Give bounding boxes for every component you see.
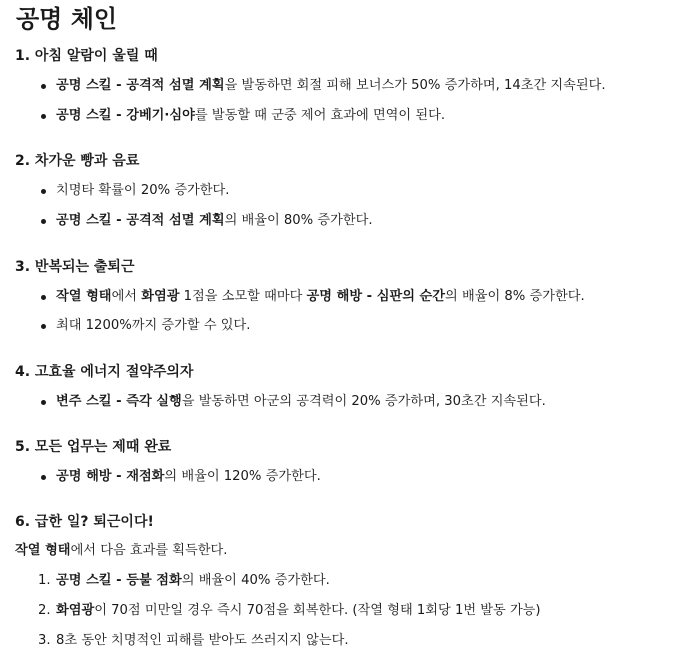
section-heading-4: 4. 고효율 에너지 절약주의자 bbox=[15, 364, 194, 380]
list-item bbox=[56, 288, 585, 306]
bullet-icon bbox=[41, 189, 46, 194]
text-run: 의 배율이 80% 증가한다. bbox=[224, 213, 373, 228]
numbered-item bbox=[38, 572, 330, 590]
list-item bbox=[56, 468, 321, 486]
bold-term: 공명 스킬 - 공격적 섬멸 계획 bbox=[56, 78, 225, 93]
bullet-icon bbox=[41, 475, 46, 480]
bold-term: 공명 스킬 - 등불 점화 bbox=[56, 573, 182, 588]
bold-term: 공명 스킬 - 강베기·심야 bbox=[56, 108, 195, 123]
section-heading-6: 6. 급한 일? 퇴근이다! bbox=[15, 514, 154, 530]
section-heading-5: 5. 모든 업무는 제때 완료 bbox=[15, 439, 172, 455]
list-item bbox=[56, 107, 445, 125]
text-run: 를 발동할 때 군중 제어 효과에 면역이 된다. bbox=[194, 108, 446, 123]
section-heading-2: 2. 차가운 빵과 음료 bbox=[15, 153, 140, 169]
item-number: 3. bbox=[38, 633, 51, 648]
bullet-icon bbox=[41, 324, 46, 329]
section-intro bbox=[15, 542, 227, 560]
bold-term: 화염광 bbox=[141, 289, 180, 304]
item-number: 1. bbox=[38, 573, 51, 588]
numbered-item bbox=[38, 632, 349, 650]
bullet-icon bbox=[41, 219, 46, 224]
text-run: 최대 1200%까지 증가할 수 있다. bbox=[56, 318, 251, 333]
bullet-icon bbox=[41, 114, 46, 119]
bold-term: 화염광 bbox=[56, 603, 95, 618]
text-run: 치명타 확률이 20% 증가한다. bbox=[56, 183, 230, 198]
text-run: 에서 bbox=[111, 289, 142, 304]
bullet-icon bbox=[41, 400, 46, 405]
list-item bbox=[56, 182, 229, 200]
numbered-item bbox=[38, 602, 541, 620]
text-run: 의 배율이 40% 증가한다. bbox=[181, 573, 330, 588]
bold-term: 변주 스킬 - 즉각 실행 bbox=[56, 394, 182, 409]
text-run: 의 배율이 8% 증가한다. bbox=[445, 289, 585, 304]
bullet-icon bbox=[41, 84, 46, 89]
bold-term: 작열 형태 bbox=[56, 289, 112, 304]
bold-term: 공명 스킬 - 공격적 섬멸 계획 bbox=[56, 213, 225, 228]
item-number: 2. bbox=[38, 603, 51, 618]
list-item bbox=[56, 212, 373, 230]
bullet-icon bbox=[41, 295, 46, 300]
text-run: 의 배율이 120% 증가한다. bbox=[164, 469, 321, 484]
page-title: 공명 체인 bbox=[16, 5, 118, 33]
text-run: 에서 다음 효과를 획득한다. bbox=[70, 543, 228, 558]
text-run: 1점을 소모할 때마다 bbox=[179, 289, 307, 304]
bold-term: 작열 형태 bbox=[15, 543, 71, 558]
section-heading-1: 1. 아침 알람이 울릴 때 bbox=[15, 48, 158, 64]
text-run: 을 발동하면 회절 피해 보너스가 50% 증가하며, 14초간 지속된다. bbox=[224, 78, 606, 93]
text-run: 이 70점 미만일 경우 즉시 70점을 회복한다. (작열 형태 1회당 1번 발동 가능) bbox=[94, 603, 541, 618]
list-item bbox=[56, 317, 250, 335]
text-run: 을 발동하면 아군의 공격력이 20% 증가하며, 30초간 지속된다. bbox=[181, 394, 546, 409]
bold-term: 공명 해방 - 심판의 순간 bbox=[306, 289, 446, 304]
text-run: 8초 동안 치명적인 피해를 받아도 쓰러지지 않는다. bbox=[56, 633, 349, 648]
bold-term: 공명 해방 - 재점화 bbox=[56, 469, 165, 484]
list-item bbox=[56, 77, 606, 95]
list-item bbox=[56, 393, 546, 411]
section-heading-3: 3. 반복되는 출퇴근 bbox=[15, 259, 135, 275]
